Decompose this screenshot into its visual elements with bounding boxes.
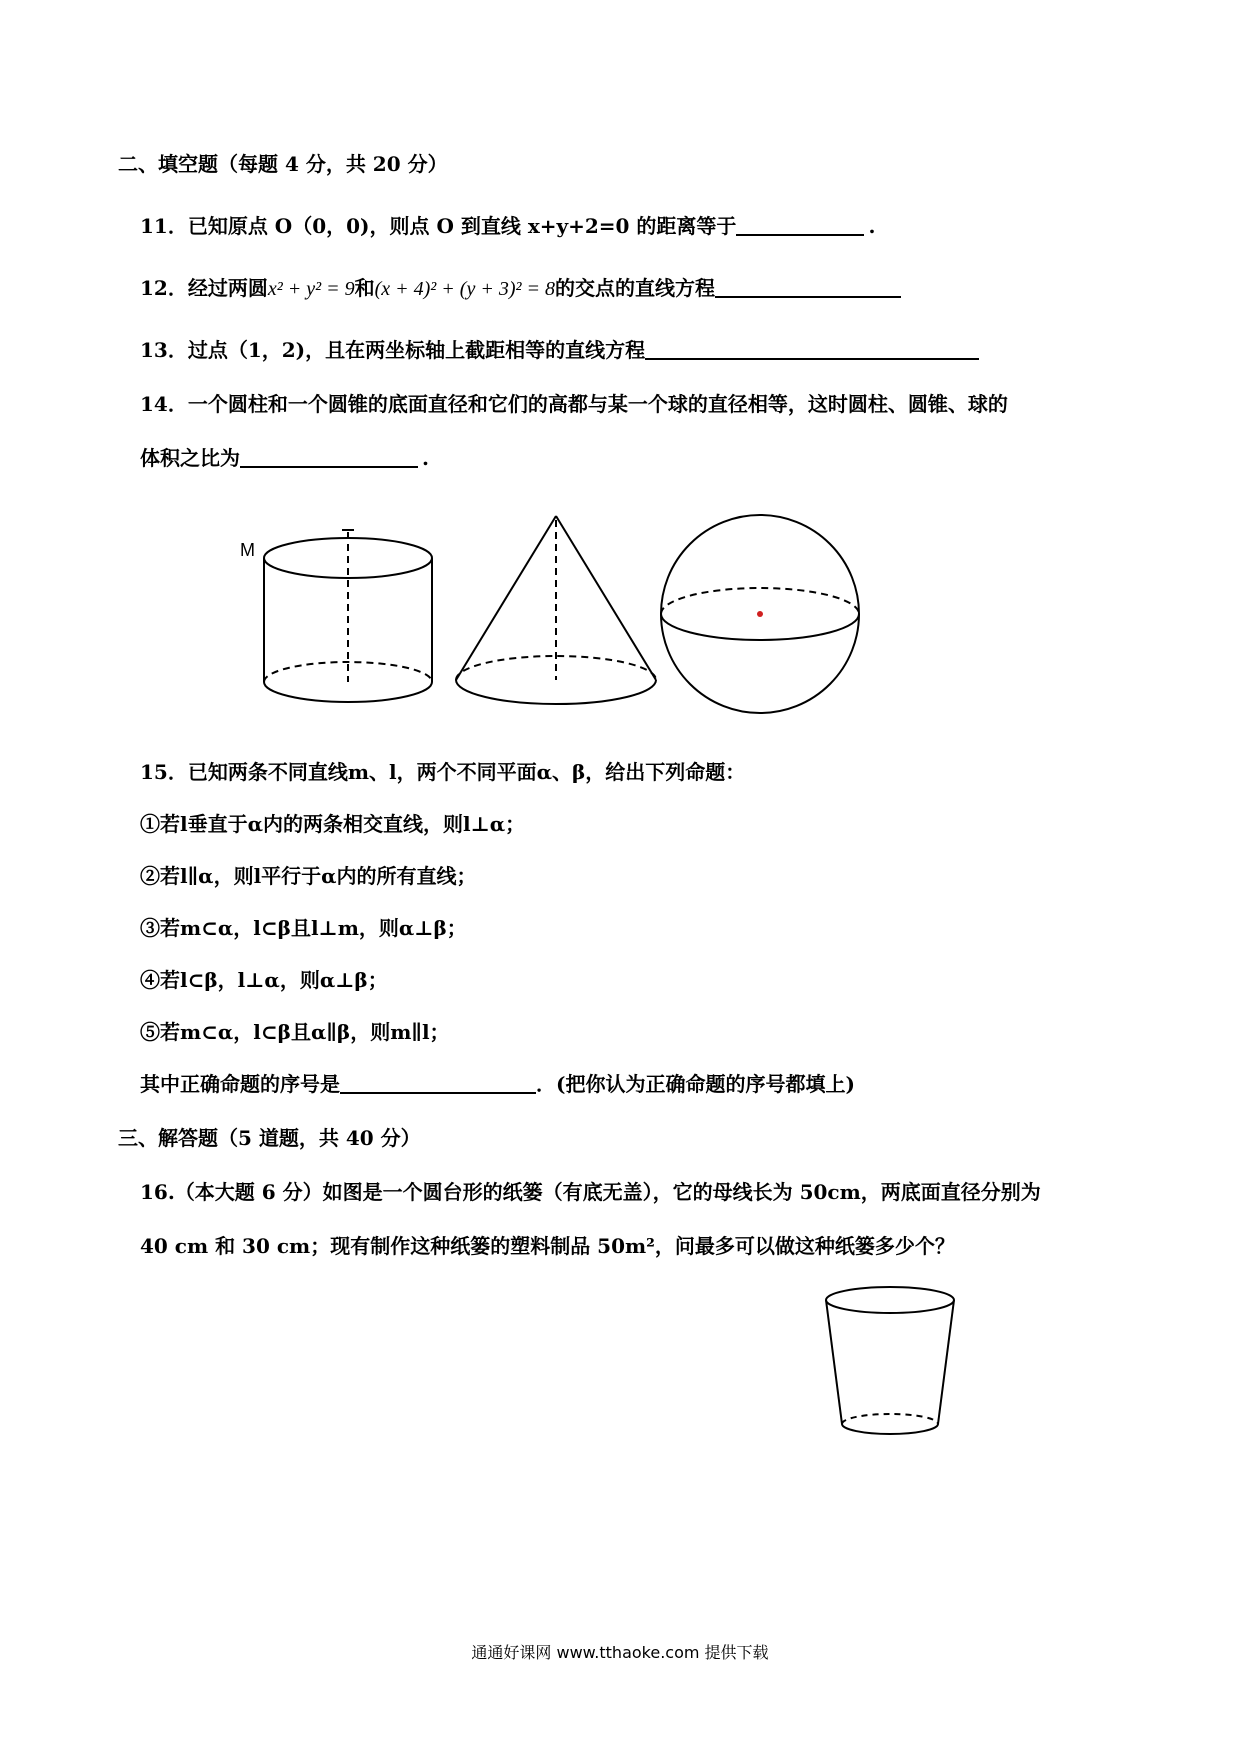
question-13 xyxy=(140,334,979,363)
q12-answer-blank[interactable] xyxy=(715,276,901,298)
cylinder-figure xyxy=(264,530,432,702)
q12-prefix: 12．经过两圆 xyxy=(140,276,268,300)
q11-answer-blank[interactable] xyxy=(736,214,864,236)
section2-title: 二、填空题（每题 4 分，共 20 分） xyxy=(118,152,448,176)
q15-answer-suffix: ．(把你认为正确命题的序号都填上) xyxy=(536,1072,855,1096)
q12-suffix: 的交点的直线方程 xyxy=(554,276,715,300)
question-14-line1: 14．一个圆柱和一个圆锥的底面直径和它们的高都与某一个球的直径相等，这时圆柱、圆锥、球的 xyxy=(140,392,1008,416)
cone-figure xyxy=(456,516,656,704)
q12-circle2-equation: (x + 4)² + (y + 3)² = 8 xyxy=(374,278,555,300)
q14-answer-blank[interactable] xyxy=(240,446,418,468)
q15-item-1: ①若l垂直于α内的两条相交直线，则l⊥α； xyxy=(140,812,526,836)
question-16-line1: 16.（本大题 6 分）如图是一个圆台形的纸篓（有底无盖），它的母线长为 50cm，两底面直径分别为 xyxy=(140,1180,1041,1204)
question-16-line2: 40 cm 和 30 cm；现有制作这种纸篓的塑料制品 50m²，问最多可以做这种纸篓多少个？ xyxy=(140,1234,955,1258)
footer: 通通好课网 www.tthaoke.com 提供下载 xyxy=(471,1643,769,1662)
section3-title: 三、解答题（5 道题，共 40 分） xyxy=(118,1126,421,1150)
q15-item-5: ⑤若m⊂α，l⊂β且α∥β，则m∥l； xyxy=(140,1020,450,1044)
q15-item-3: ③若m⊂α，l⊂β且l⊥m，则α⊥β； xyxy=(140,916,467,940)
question-15-intro: 15．已知两条不同直线m、l，两个不同平面α、β，给出下列命题： xyxy=(140,760,746,784)
q14-prefix: 体积之比为 xyxy=(140,446,240,470)
q12-mid: 和 xyxy=(354,276,375,300)
q11-end: . xyxy=(868,214,876,238)
q15-item-2: ②若l∥α，则l平行于α内的所有直线； xyxy=(140,864,477,888)
q15-answer-blank[interactable] xyxy=(340,1072,536,1094)
q11-text: 11．已知原点 O（0，0)，则点 O 到直线 x+y+2=0 的距离等于 xyxy=(140,214,737,238)
q15-answer-prefix: 其中正确命题的序号是 xyxy=(140,1072,340,1096)
question-12 xyxy=(140,272,901,301)
cylinder-label: M xyxy=(240,540,255,560)
q13-answer-blank[interactable] xyxy=(645,338,979,360)
question-11 xyxy=(140,210,875,239)
q15-item-4: ④若l⊂β，l⊥α，则α⊥β； xyxy=(140,968,388,992)
sphere-figure xyxy=(661,515,859,713)
q15-answer-line xyxy=(140,1068,855,1097)
q12-circle1-equation: x² + y² = 9 xyxy=(267,278,355,300)
question-14-line2 xyxy=(140,442,429,471)
q14-end: . xyxy=(422,446,429,470)
q13-text: 13．过点（1，2)，且在两坐标轴上截距相等的直线方程 xyxy=(140,338,646,362)
